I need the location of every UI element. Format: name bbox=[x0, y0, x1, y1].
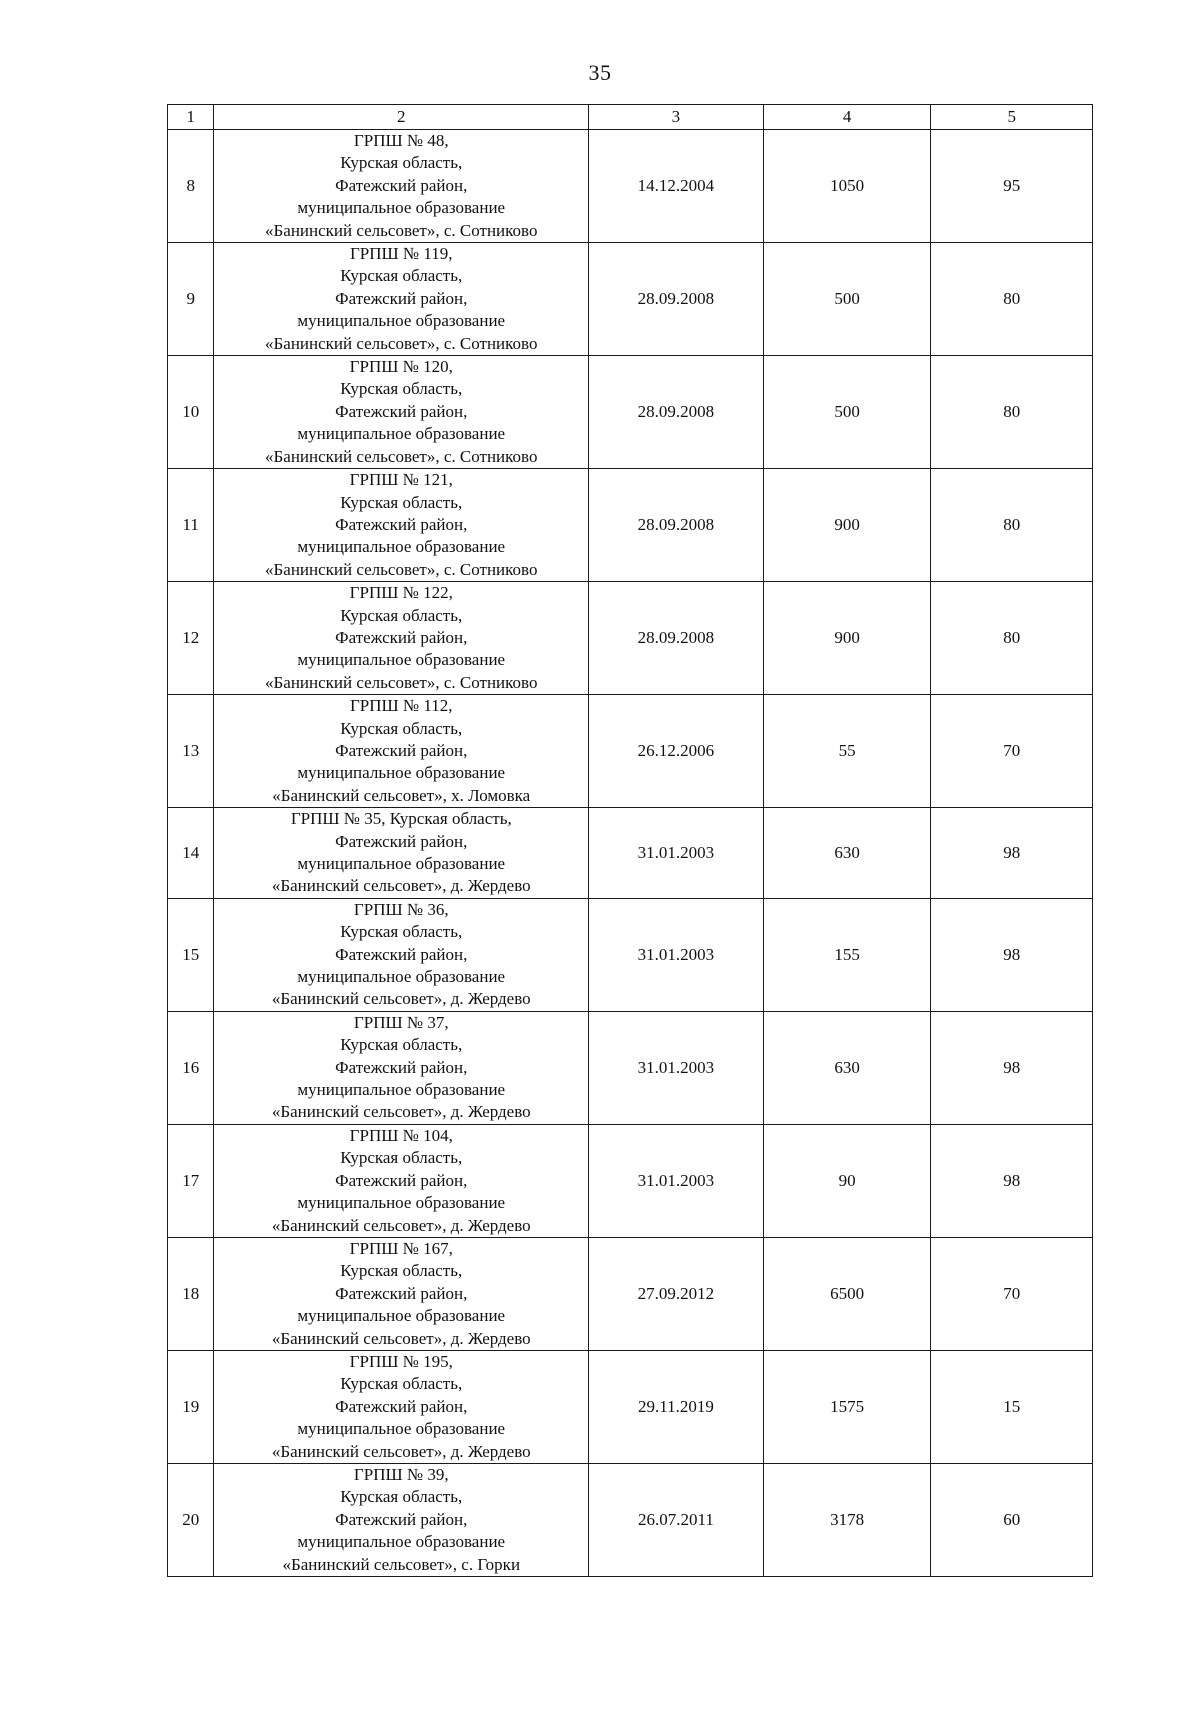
address-line: «Банинский сельсовет», с. Сотниково bbox=[265, 220, 538, 240]
commission-date: 14.12.2004 bbox=[589, 130, 764, 243]
table-row bbox=[168, 898, 1093, 1011]
address-line: Фатежский район, bbox=[335, 944, 468, 964]
address-line: муниципальное образование bbox=[297, 198, 506, 218]
address-line: муниципальное образование bbox=[297, 763, 506, 783]
address-line: «Банинский сельсовет», д. Жердево bbox=[271, 1441, 531, 1461]
address-line: ГРПШ № 104, bbox=[349, 1125, 453, 1145]
object-address bbox=[214, 808, 589, 899]
column-5-value: 80 bbox=[931, 582, 1093, 695]
column-5-value: 15 bbox=[931, 1350, 1093, 1463]
row-number: 19 bbox=[168, 1350, 214, 1463]
column-4-value: 90 bbox=[763, 1124, 931, 1237]
address-line: Курская область, bbox=[340, 718, 463, 738]
row-number: 20 bbox=[168, 1463, 214, 1576]
column-5-value: 98 bbox=[931, 1011, 1093, 1124]
address-line: ГРПШ № 36, bbox=[353, 899, 449, 919]
address-line: Курская область, bbox=[340, 922, 463, 942]
data-table bbox=[167, 104, 1093, 1577]
address-line: Курская область, bbox=[340, 492, 463, 512]
object-address bbox=[214, 695, 589, 808]
row-number: 9 bbox=[168, 243, 214, 356]
column-5-value: 60 bbox=[931, 1463, 1093, 1576]
address-line: Курская область, bbox=[340, 1487, 463, 1507]
address-line: муниципальное образование bbox=[297, 1306, 506, 1326]
column-5-value: 98 bbox=[931, 1124, 1093, 1237]
column-header-4: 4 bbox=[763, 105, 931, 130]
address-line: муниципальное образование bbox=[297, 1080, 506, 1100]
column-5-value: 95 bbox=[931, 130, 1093, 243]
address-line: «Банинский сельсовет», с. Сотниково bbox=[265, 559, 538, 579]
address-line: ГРПШ № 48, bbox=[353, 131, 449, 150]
address-line: Курская область, bbox=[340, 605, 463, 625]
table-row bbox=[168, 1011, 1093, 1124]
commission-date: 28.09.2008 bbox=[589, 469, 764, 582]
address-line: муниципальное образование bbox=[297, 650, 506, 670]
address-line: ГРПШ № 35, Курская область, bbox=[290, 809, 512, 829]
table-row bbox=[168, 1463, 1093, 1576]
column-5-value: 70 bbox=[931, 695, 1093, 808]
address-line: «Банинский сельсовет», д. Жердево bbox=[271, 1102, 531, 1122]
column-4-value: 900 bbox=[763, 582, 931, 695]
address-line: Курская область, bbox=[340, 379, 463, 399]
column-4-value: 500 bbox=[763, 243, 931, 356]
object-address bbox=[214, 582, 589, 695]
column-5-value: 98 bbox=[931, 898, 1093, 1011]
table-row bbox=[168, 582, 1093, 695]
address-line: муниципальное образование bbox=[297, 967, 506, 987]
address-line: ГРПШ № 112, bbox=[349, 696, 453, 716]
address-line: Фатежский район, bbox=[335, 1170, 468, 1190]
column-4-value: 3178 bbox=[763, 1463, 931, 1576]
column-5-value: 70 bbox=[931, 1237, 1093, 1350]
table-row bbox=[168, 469, 1093, 582]
address-line: муниципальное образование bbox=[297, 1193, 506, 1213]
address-line: «Банинский сельсовет», с. Сотниково bbox=[265, 333, 538, 353]
object-address bbox=[214, 1463, 589, 1576]
column-5-value: 80 bbox=[931, 243, 1093, 356]
table-row bbox=[168, 356, 1093, 469]
table-body bbox=[168, 130, 1093, 1577]
address-line: Фатежский район, bbox=[335, 831, 468, 851]
commission-date: 31.01.2003 bbox=[589, 1011, 764, 1124]
address-line: муниципальное образование bbox=[297, 537, 506, 557]
object-address bbox=[214, 356, 589, 469]
table-row bbox=[168, 243, 1093, 356]
commission-date: 31.01.2003 bbox=[589, 808, 764, 899]
commission-date: 28.09.2008 bbox=[589, 243, 764, 356]
table-row bbox=[168, 808, 1093, 899]
column-4-value: 1575 bbox=[763, 1350, 931, 1463]
column-4-value: 630 bbox=[763, 1011, 931, 1124]
table-row bbox=[168, 130, 1093, 243]
object-address bbox=[214, 130, 589, 243]
row-number: 13 bbox=[168, 695, 214, 808]
address-line: ГРПШ № 39, bbox=[353, 1464, 449, 1484]
address-line: Фатежский район, bbox=[335, 1057, 468, 1077]
address-line: Фатежский район, bbox=[335, 514, 468, 534]
column-header-3: 3 bbox=[589, 105, 764, 130]
address-line: Курская область, bbox=[340, 1374, 463, 1394]
column-4-value: 900 bbox=[763, 469, 931, 582]
address-line: Курская область, bbox=[340, 1261, 463, 1281]
object-address bbox=[214, 1350, 589, 1463]
row-number: 14 bbox=[168, 808, 214, 899]
address-line: ГРПШ № 167, bbox=[349, 1238, 453, 1258]
address-line: ГРПШ № 122, bbox=[349, 583, 453, 603]
table-row bbox=[168, 695, 1093, 808]
column-header-2: 2 bbox=[214, 105, 589, 130]
commission-date: 31.01.2003 bbox=[589, 1124, 764, 1237]
address-line: ГРПШ № 120, bbox=[349, 357, 453, 377]
address-line: «Банинский сельсовет», д. Жердево bbox=[271, 876, 531, 896]
address-line: «Банинский сельсовет», с. Горки bbox=[282, 1554, 521, 1574]
column-4-value: 155 bbox=[763, 898, 931, 1011]
address-line: Фатежский район, bbox=[335, 1509, 468, 1529]
column-4-value: 500 bbox=[763, 356, 931, 469]
column-header-5: 5 bbox=[931, 105, 1093, 130]
object-address bbox=[214, 898, 589, 1011]
address-line: Фатежский район, bbox=[335, 740, 468, 760]
row-number: 15 bbox=[168, 898, 214, 1011]
column-4-value: 55 bbox=[763, 695, 931, 808]
table-row bbox=[168, 1124, 1093, 1237]
row-number: 18 bbox=[168, 1237, 214, 1350]
address-line: муниципальное образование bbox=[297, 424, 506, 444]
row-number: 11 bbox=[168, 469, 214, 582]
column-5-value: 98 bbox=[931, 808, 1093, 899]
address-line: Фатежский район, bbox=[335, 288, 468, 308]
address-line: муниципальное образование bbox=[297, 854, 506, 873]
address-line: Фатежский район, bbox=[335, 175, 468, 195]
column-5-value: 80 bbox=[931, 469, 1093, 582]
address-line: «Банинский сельсовет», х. Ломовка bbox=[272, 785, 531, 805]
address-line: «Банинский сельсовет», с. Сотниково bbox=[265, 672, 538, 692]
address-line: «Банинский сельсовет», д. Жердево bbox=[271, 1328, 531, 1348]
address-line: Курская область, bbox=[340, 153, 463, 173]
column-5-value: 80 bbox=[931, 356, 1093, 469]
row-number: 16 bbox=[168, 1011, 214, 1124]
address-line: Курская область, bbox=[340, 1035, 463, 1055]
address-line: Фатежский район, bbox=[335, 1396, 468, 1416]
address-line: Курская область, bbox=[340, 266, 463, 286]
object-address bbox=[214, 243, 589, 356]
column-4-value: 6500 bbox=[763, 1237, 931, 1350]
address-line: ГРПШ № 119, bbox=[349, 244, 453, 264]
row-number: 10 bbox=[168, 356, 214, 469]
object-address bbox=[214, 1237, 589, 1350]
address-line: ГРПШ № 195, bbox=[349, 1351, 453, 1371]
commission-date: 27.09.2012 bbox=[589, 1237, 764, 1350]
object-address bbox=[214, 1011, 589, 1124]
commission-date: 29.11.2019 bbox=[589, 1350, 764, 1463]
row-number: 17 bbox=[168, 1124, 214, 1237]
object-address bbox=[214, 1124, 589, 1237]
page-number: 35 bbox=[588, 60, 612, 85]
column-4-value: 630 bbox=[763, 808, 931, 899]
address-line: Курская область, bbox=[340, 1148, 463, 1168]
table-row bbox=[168, 1350, 1093, 1463]
commission-date: 28.09.2008 bbox=[589, 582, 764, 695]
address-line: ГРПШ № 121, bbox=[349, 470, 453, 490]
table-header-row bbox=[168, 105, 1093, 130]
object-address bbox=[214, 469, 589, 582]
column-4-value: 1050 bbox=[763, 130, 931, 243]
address-line: муниципальное образование bbox=[297, 311, 506, 331]
address-line: Фатежский район, bbox=[335, 627, 468, 647]
address-line: Фатежский район, bbox=[335, 1283, 468, 1303]
address-line: «Банинский сельсовет», д. Жердево bbox=[271, 1215, 531, 1235]
commission-date: 26.07.2011 bbox=[589, 1463, 764, 1576]
address-line: «Банинский сельсовет», с. Сотниково bbox=[265, 446, 538, 466]
commission-date: 26.12.2006 bbox=[589, 695, 764, 808]
address-line: ГРПШ № 37, bbox=[353, 1012, 449, 1032]
row-number: 8 bbox=[168, 130, 214, 243]
address-line: муниципальное образование bbox=[297, 1419, 506, 1439]
commission-date: 28.09.2008 bbox=[589, 356, 764, 469]
row-number: 12 bbox=[168, 582, 214, 695]
table-row bbox=[168, 1237, 1093, 1350]
address-line: муниципальное образование bbox=[297, 1532, 506, 1552]
address-line: «Банинский сельсовет», д. Жердево bbox=[271, 989, 531, 1009]
commission-date: 31.01.2003 bbox=[589, 898, 764, 1011]
address-line: Фатежский район, bbox=[335, 401, 468, 421]
column-header-1: 1 bbox=[168, 105, 214, 130]
